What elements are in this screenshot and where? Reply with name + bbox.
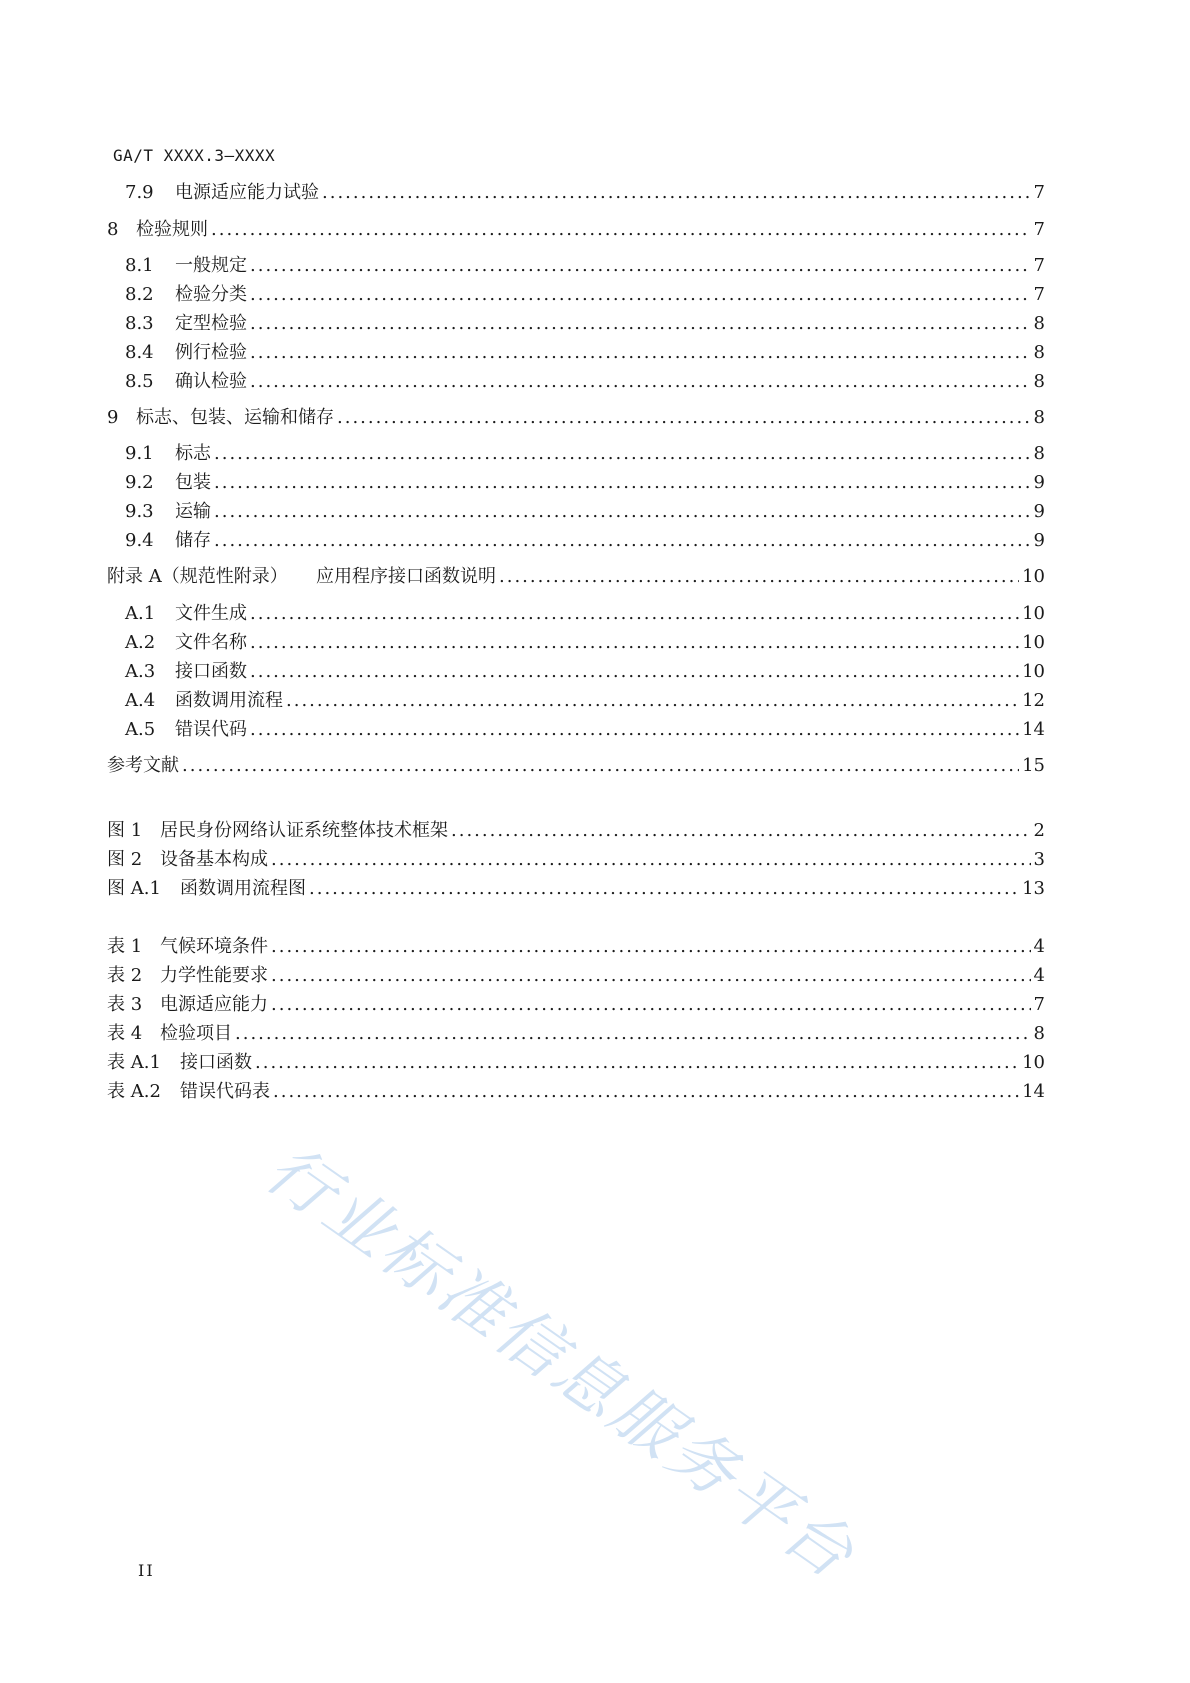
figure-entry[interactable]	[107, 876, 1045, 902]
dot-leader	[250, 717, 1019, 743]
toc-entry[interactable]	[125, 253, 1045, 279]
toc-entry-page: 7	[1033, 284, 1045, 305]
table-entry-page: 4	[1033, 965, 1045, 986]
dot-leader	[250, 253, 1031, 279]
toc-entry[interactable]	[125, 470, 1045, 496]
toc-entry[interactable]	[125, 441, 1045, 467]
dot-leader	[211, 217, 1031, 243]
toc-entry[interactable]	[107, 217, 1045, 243]
table-entry-page: 8	[1033, 1023, 1045, 1044]
figure-entry-title: 函数调用流程图	[180, 878, 306, 899]
toc-entry-number: A.2	[125, 632, 156, 653]
toc-entry-number: 8	[107, 219, 119, 240]
toc-entry-number: 9.4	[125, 530, 154, 551]
toc-entry-title: 标志	[175, 443, 211, 464]
figure-entry[interactable]	[107, 818, 1045, 844]
toc-entry-number: A.3	[125, 661, 156, 682]
table-entry-number: 表 2	[107, 965, 143, 986]
toc-entry-title: 例行检验	[175, 342, 247, 363]
dot-leader	[499, 564, 1019, 590]
toc-entry-title: 接口函数	[175, 661, 247, 682]
toc-entry-number: 附录 A（规范性附录）	[107, 566, 288, 587]
toc-entry-page: 8	[1033, 342, 1045, 363]
table-entry-number: 表 1	[107, 936, 143, 957]
toc-entry-page: 15	[1022, 755, 1045, 776]
dot-leader	[214, 470, 1031, 496]
toc-entry[interactable]	[125, 282, 1045, 308]
table-entry-page: 7	[1033, 994, 1045, 1015]
toc-entry-title: 文件生成	[175, 603, 247, 624]
figure-entry-title: 居民身份网络认证系统整体技术框架	[160, 820, 448, 841]
page-number-footer: II	[138, 1561, 155, 1580]
figure-entry-page: 2	[1033, 820, 1045, 841]
toc-entry-page: 8	[1033, 371, 1045, 392]
toc-entry-title: 包装	[175, 472, 211, 493]
dot-leader	[235, 1021, 1031, 1047]
toc-entry-page: 12	[1022, 690, 1045, 711]
table-entry-title: 检验项目	[160, 1023, 232, 1044]
toc-entry-page: 8	[1033, 407, 1045, 428]
toc-entry[interactable]	[125, 630, 1045, 656]
toc-entry-title: 储存	[175, 530, 211, 551]
table-entry[interactable]	[107, 1050, 1045, 1076]
toc-entry[interactable]	[125, 528, 1045, 554]
dot-leader	[271, 847, 1031, 873]
toc-entry-title: 运输	[175, 501, 211, 522]
toc-entry-page: 9	[1033, 472, 1045, 493]
toc-entry-title: 检验规则	[136, 219, 208, 240]
toc-entry-number: 7.9	[125, 182, 154, 203]
dot-leader	[250, 340, 1031, 366]
table-entry-number: 表 A.1	[107, 1052, 161, 1073]
toc-entry[interactable]	[107, 753, 1045, 779]
toc-entry-title: 函数调用流程	[175, 690, 283, 711]
toc-entry[interactable]	[125, 659, 1045, 685]
toc-entry-title: 应用程序接口函数说明	[316, 566, 496, 587]
table-entry-number: 表 4	[107, 1023, 143, 1044]
toc-entry[interactable]	[107, 564, 1045, 590]
toc-entry-page: 10	[1022, 566, 1045, 587]
toc-entry-title: 定型检验	[175, 313, 247, 334]
toc-entry-number: 9.1	[125, 443, 154, 464]
table-entry-page: 10	[1022, 1052, 1045, 1073]
dot-leader	[322, 180, 1031, 206]
figure-entry-page: 3	[1033, 849, 1045, 870]
dot-leader	[250, 311, 1031, 337]
toc-entry-title: 标志、包装、运输和储存	[136, 407, 334, 428]
table-entry-page: 14	[1022, 1081, 1045, 1102]
dot-leader	[250, 601, 1019, 627]
toc-entry-title: 检验分类	[175, 284, 247, 305]
document-id-header: GA/T XXXX.3—XXXX	[113, 146, 276, 165]
toc-entry[interactable]	[125, 180, 1045, 206]
toc-entry[interactable]	[125, 601, 1045, 627]
figure-entry-number: 图 2	[107, 849, 143, 870]
toc-entry-page: 9	[1033, 501, 1045, 522]
toc-entry-title: 文件名称	[175, 632, 247, 653]
figure-entry-number: 图 1	[107, 820, 143, 841]
toc-entry-page: 7	[1033, 182, 1045, 203]
toc-entry-title: 一般规定	[175, 255, 247, 276]
toc-entry-number: A.4	[125, 690, 156, 711]
toc-entry-title: 确认检验	[175, 371, 247, 392]
table-entry-number: 表 3	[107, 994, 143, 1015]
dot-leader	[182, 753, 1019, 779]
toc-entry-number: 8.2	[125, 284, 154, 305]
dot-leader	[271, 992, 1031, 1018]
table-entry[interactable]	[107, 1079, 1045, 1105]
toc-entry[interactable]	[107, 405, 1045, 431]
table-entry[interactable]	[107, 1021, 1045, 1047]
dot-leader	[250, 282, 1031, 308]
toc-entry[interactable]	[125, 369, 1045, 395]
toc-entry-page: 10	[1022, 603, 1045, 624]
dot-leader	[271, 963, 1031, 989]
table-entry[interactable]	[107, 934, 1045, 960]
table-entry-title: 力学性能要求	[160, 965, 268, 986]
toc-entry-number: 8.3	[125, 313, 154, 334]
toc-entry-number: 9	[107, 407, 119, 428]
dot-leader	[250, 369, 1031, 395]
toc-entry-page: 8	[1033, 313, 1045, 334]
toc-entry-number: A.1	[125, 603, 156, 624]
figure-entry-number: 图 A.1	[107, 878, 161, 899]
dot-leader	[214, 441, 1031, 467]
toc-entry-page: 9	[1033, 530, 1045, 551]
toc-entry-page: 14	[1022, 719, 1045, 740]
toc-entry-number: 8.5	[125, 371, 154, 392]
table-entry-title: 接口函数	[180, 1052, 252, 1073]
toc-entry-number: 8.4	[125, 342, 154, 363]
toc-entry[interactable]	[125, 717, 1045, 743]
toc-entry[interactable]	[125, 499, 1045, 525]
dot-leader	[309, 876, 1019, 902]
toc-entry-number: 8.1	[125, 255, 154, 276]
figure-entry-page: 13	[1022, 878, 1045, 899]
toc-entry-number: A.5	[125, 719, 156, 740]
dot-leader	[214, 499, 1031, 525]
dot-leader	[337, 405, 1031, 431]
table-entry-number: 表 A.2	[107, 1081, 161, 1102]
toc-entry-title: 电源适应能力试验	[175, 182, 319, 203]
toc-entry-number: 9.3	[125, 501, 154, 522]
watermark: 行业标准信息服务平台	[252, 1130, 870, 1595]
toc-entry-page: 10	[1022, 661, 1045, 682]
table-entry-title: 电源适应能力	[160, 994, 268, 1015]
toc-entry[interactable]	[125, 311, 1045, 337]
figure-entry[interactable]	[107, 847, 1045, 873]
toc-entry-page: 8	[1033, 443, 1045, 464]
dot-leader	[250, 659, 1019, 685]
toc-entry-page: 7	[1033, 255, 1045, 276]
dot-leader	[214, 528, 1031, 554]
toc-entry[interactable]	[125, 688, 1045, 714]
table-entry-title: 错误代码表	[180, 1081, 270, 1102]
toc-entry-title: 错误代码	[175, 719, 247, 740]
table-entry-title: 气候环境条件	[160, 936, 268, 957]
dot-leader	[286, 688, 1019, 714]
toc-entry-page: 7	[1033, 219, 1045, 240]
dot-leader	[255, 1050, 1019, 1076]
toc-entry[interactable]	[125, 340, 1045, 366]
toc-entry-title: 参考文献	[107, 755, 179, 776]
dot-leader	[273, 1079, 1019, 1105]
toc-entry-number: 9.2	[125, 472, 154, 493]
dot-leader	[271, 934, 1031, 960]
dot-leader	[250, 630, 1019, 656]
table-entry[interactable]	[107, 963, 1045, 989]
table-entry[interactable]	[107, 992, 1045, 1018]
figure-entry-title: 设备基本构成	[160, 849, 268, 870]
toc-entry-page: 10	[1022, 632, 1045, 653]
table-entry-page: 4	[1033, 936, 1045, 957]
dot-leader	[451, 818, 1031, 844]
